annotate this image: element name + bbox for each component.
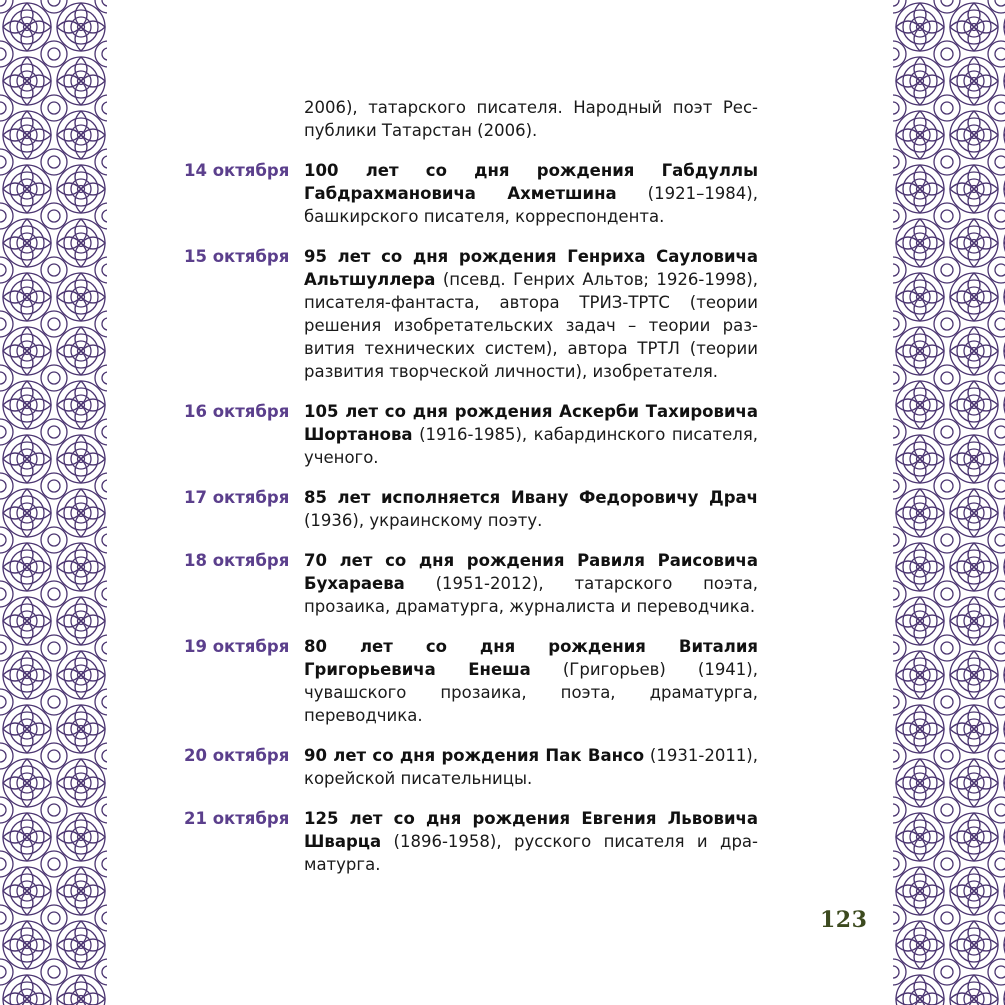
entry-text: [304, 159, 758, 228]
calendar-entry: [184, 549, 758, 618]
entry-text: [304, 549, 758, 618]
entry-title: 125 лет со дня рождения Евгения Львовича Шварца: [304, 809, 758, 851]
entry-text: [304, 744, 758, 790]
entry-details: (1896-1958), русского писателя и драматурга.: [304, 832, 758, 874]
entry-date: 18 октября: [184, 551, 290, 570]
entry-details: (1936), украинскому поэту.: [304, 511, 543, 530]
continuation-text: 2006), татарского писателя. Народный поэт Республики Татарстан (2006).: [304, 98, 758, 140]
calendar-entry: [184, 486, 758, 532]
calendar-entry: [184, 744, 758, 790]
entry-title: 95 лет со дня рождения Генриха Сауловича Альтшуллера: [304, 247, 758, 289]
entry-text: [304, 635, 758, 727]
entry-date: 17 октября: [184, 488, 290, 507]
entry-text: [304, 400, 758, 469]
calendar-entry: [184, 400, 758, 469]
entry-date: 16 октября: [184, 402, 290, 421]
entry-details: (1951-2012), татарского поэта, прозаика, драматурга, журналиста и переводчика.: [304, 574, 758, 616]
entry-date: 21 октября: [184, 809, 290, 828]
decorative-border-right: [893, 0, 1005, 1005]
calendar-entry: [184, 635, 758, 727]
entry-date: 14 октября: [184, 161, 290, 180]
entry-details: (1916-1985), кабардинского писателя, ученого.: [304, 425, 758, 467]
calendar-entry: [184, 159, 758, 228]
entry-date: 19 октября: [184, 637, 290, 656]
entry-title: 100 лет со дня рождения Габдуллы Габдрахмановича Ахметшина: [304, 161, 758, 203]
entry-details: (псевд. Генрих Альтов; 1926-1998), писателя-фантаста, автора ТРИЗ-ТРТС (теории решения изобретательских задач – теории развития технических систем), автора ТРТЛ (теории развития творческой личности), изобретателя.: [304, 270, 758, 381]
entry-title: 85 лет исполняется Ивану Федоровичу Драч: [304, 488, 758, 507]
entry-date: 20 октября: [184, 746, 290, 765]
entry-text: [304, 245, 758, 383]
entry-title: 70 лет со дня рождения Равиля Раисовича Бухараева: [304, 551, 758, 593]
page-number: 123: [820, 907, 868, 933]
entry-details: (Григорьев) (1941), чувашского прозаика, поэта, драматурга, переводчика.: [304, 660, 758, 725]
entry-title: 105 лет со дня рождения Аскерби Тахировича Шортанова: [304, 402, 758, 444]
calendar-entry: [184, 807, 758, 876]
entry-title: 80 лет со дня рождения Виталия Григорьевича Енеша: [304, 637, 758, 679]
entry-details: (1931-2011), корейской писательницы.: [304, 746, 758, 788]
calendar-content: [184, 96, 758, 876]
entry-date: 15 октября: [184, 247, 290, 266]
calendar-entry: [184, 245, 758, 383]
entry-text: [304, 486, 758, 532]
entry-title: 90 лет со дня рождения Пак Вансо: [304, 746, 645, 765]
entry-details: (1921–1984), башкирского писателя, корреспондента.: [304, 184, 758, 226]
decorative-border-left: [0, 0, 107, 1005]
entry-text: [304, 807, 758, 876]
